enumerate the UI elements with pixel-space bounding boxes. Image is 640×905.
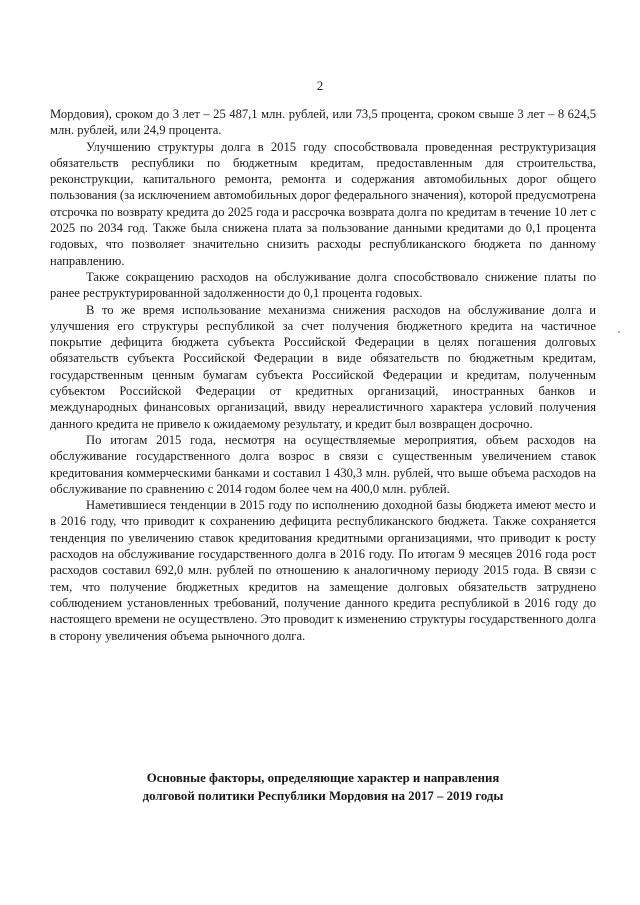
- section-heading-line-1: Основные факторы, определяющие характер и направления: [146, 771, 500, 785]
- paragraph-continuation: Мордовия), сроком до 3 лет – 25 487,1 млн. рублей, или 73,5 процента, сроком свыше 3 лет – 8 624,5 млн. рублей, или 24,9 процента.: [50, 107, 596, 138]
- paragraph-trends-2016: Наметившиеся тенденции в 2015 году по исполнению доходной базы бюджета имеют место и в 2016 году, что приводит к сохранению дефицита республиканского бюджета. Также сохраняется тенденция по увеличению ставок кредитования кредитными организациями, что приводит к росту расходов на обслуживание государственного долга в 2016 году. По итогам 9 месяцев 2016 года рост расходов составил 692,0 млн. рублей по отношению к аналогичному периоду 2015 года. В связи с тем, что получение бюджетных кредитов на замещение долговых обязательств затруднено соблюдением установленных требований, получение данного кредита республикой в 2016 году до настоящего времени не осуществлено. Это проводит к изменению структуры государственного долга в сторону увеличения объема рыночного долга.: [50, 498, 596, 643]
- scan-speck: [618, 331, 620, 333]
- section-heading: [50, 769, 596, 805]
- paragraph-budget-credit: В то же время использование механизма снижения расходов на обслуживание долга и улучшения его структуры республикой за счет получения бюджетного кредита на частичное покрытие дефицита бюджета субъекта Российской Федерации в целях погашения долговых обязательств субъекта Российской Федерации в виде обязательств по бюджетным кредитам, государственным ценным бумагам субъекта Российской Федерации и кредитам, полученным субъектом Российской Федерации от кредитных организаций, иностранных банков и международных финансовых организаций, ввиду нереалистичного характера условий получения данного кредита не привело к ожидаемому результату, и кредит был возвращен досрочно.: [50, 302, 596, 431]
- paragraph-payment-reduction: Также сокращению расходов на обслуживание долга способствовало снижение платы по ранее реструктурированной задолженности до 0,1 процента годовых.: [50, 269, 596, 301]
- section-heading-line-2: долговой политики Республики Мордовия на 2017 – 2019 годы: [142, 789, 504, 803]
- paragraph-debt-restructuring: Улучшению структуры долга в 2015 году способствовала проведенная реструктуризация обязательств республики по бюджетным кредитам, предоставленным для строительства, реконструкции, капитального ремонта, ремонта и содержания автомобильных дорог общего пользования (за исключением автомобильных дорог федерального значения), которой предусмотрена отсрочка по возврату кредита до 2025 года и рассрочка возврата долга по кредитам в течение 10 лет с 2025 по 2034 год. Также была снижена плата за пользование данными кредитами до 0,1 процента годовых, что позволяет значительно снизить расходы республиканского бюджета по данному направлению.: [50, 139, 596, 268]
- paragraph-results-2015: По итогам 2015 года, несмотря на осуществляемые мероприятия, объем расходов на обслуживание государственного долга возрос в связи с существенным увеличением ставок кредитования коммерческими банками и составил 1 430,3 млн. рублей, что выше объема расходов на обслуживание по сравнению с 2014 годом более чем на 400,0 млн. рублей.: [50, 432, 596, 496]
- body-text: [50, 106, 596, 644]
- page-number: 2: [316, 78, 324, 93]
